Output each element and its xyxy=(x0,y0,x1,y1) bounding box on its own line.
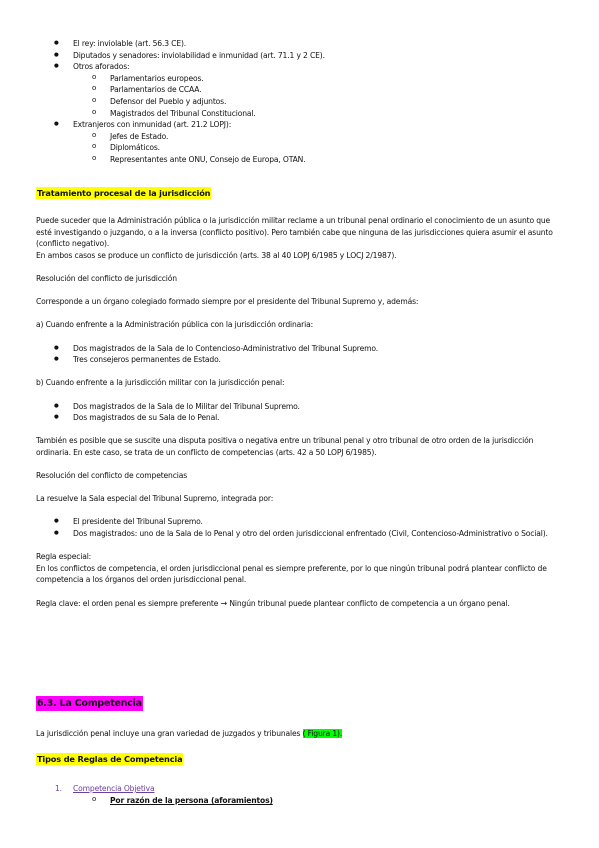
paragraph: b) Cuando enfrente a la jurisdicción militar con la jurisdicción penal: xyxy=(36,378,285,388)
tipos-heading-wrap xyxy=(36,754,183,766)
section-heading: Tratamiento procesal de la jurisdicción xyxy=(37,188,211,198)
extranjeros-sublist xyxy=(0,131,599,166)
list-item: ● Dos magistrados de su Sala de lo Penal. xyxy=(0,412,599,424)
paragraph: En ambos casos se produce un conflicto de jurisdicción (arts. 38 al 40 LOPJ 6/1985 y LOCJ 2/1987). xyxy=(36,250,397,260)
paragraph: En los conflictos de competencia, el orden jurisdiccional penal es siempre preferente, por lo que ningún tribunal podrá plantear conflicto de competencia a los órganos del orden jurisdiccional penal. xyxy=(36,563,547,585)
key-rule-pre: Regla clave: el orden penal es siempre preferente xyxy=(36,598,221,608)
list-item: ● Otros aforados: xyxy=(0,61,599,73)
sublist-item-label: Por razón de la persona (aforamientos) xyxy=(110,795,273,805)
aforados-list xyxy=(0,38,599,73)
paragraph: a) Cuando enfrente a la Administración pública con la jurisdicción ordinaria: xyxy=(36,320,314,330)
otros-aforados-sublist xyxy=(0,73,599,119)
subsection-title: Resolución del conflicto de jurisdicción xyxy=(36,273,177,283)
sublist-item: o Diplomáticos. xyxy=(0,142,599,154)
competencia-heading-wrap xyxy=(36,698,143,710)
key-rule xyxy=(0,598,599,610)
sublist-item xyxy=(0,795,599,807)
tipos-list xyxy=(0,783,599,806)
subsection-title: Resolución del conflicto de competencias xyxy=(36,471,188,481)
caso-a-list xyxy=(0,343,599,366)
paragraph: La jurisdicción penal incluye una gran variedad de juzgados y tribunales xyxy=(36,729,303,738)
list-item: ● Dos magistrados de la Sala de lo Militar del Tribunal Supremo. xyxy=(0,401,599,413)
key-rule-post: Ningún tribunal puede plantear conflicto de competencia a un órgano penal. xyxy=(227,598,510,608)
paragraph: También es posible que se suscite una disputa positiva o negativa entre un tribunal penal y otro tribunal de otro orden de la jurisdicción ordinaria. En este caso, se trata de un conflicto de competencias (arts. 42 a 50 LOPJ 6/1985). xyxy=(36,436,534,457)
sublist-item: o Magistrados del Tribunal Constitucional. xyxy=(0,108,599,120)
section-heading: Tipos de Reglas de Competencia xyxy=(37,754,183,764)
caso-b-list xyxy=(0,401,599,424)
list-item: ● El rey: inviolable (art. 56.3 CE). xyxy=(0,38,599,50)
tratamiento-body xyxy=(0,215,599,609)
paragraph: Corresponde a un órgano colegiado formado siempre por el presidente del Tribunal Supremo y, además: xyxy=(36,297,419,307)
competencia-intro xyxy=(36,728,563,740)
sala-especial-list xyxy=(0,516,599,539)
paragraph: Puede suceder que la Administración pública o la jurisdicción militar reclame a un tribunal penal ordinario el conocimiento de un asunto que esté investigando o juzgando, o a la inversa (conflicto positivo). Pero también cabe que ninguna de las jurisdicciones quiera asumir el asunto (conflicto negativo). xyxy=(36,216,553,249)
sublist-item: o Defensor del Pueblo y adjuntos. xyxy=(0,96,599,108)
rule-title: Regla especial: xyxy=(36,552,92,562)
list-item: ● El presidente del Tribunal Supremo. xyxy=(0,516,599,528)
list-number: 1. xyxy=(55,784,62,793)
sublist-item: o Parlamentarios europeos. xyxy=(0,73,599,85)
list-item: ● Dos magistrados de la Sala de lo Contencioso-Administrativo del Tribunal Supremo. xyxy=(0,343,599,355)
arrow-icon: → xyxy=(220,598,228,608)
tratamiento-heading-wrap xyxy=(36,188,211,200)
sublist-item: o Representantes ante ONU, Consejo de Europa, OTAN. xyxy=(0,154,599,166)
section-heading: 6.3. La Competencia xyxy=(37,698,142,709)
list-item: ● Extranjeros con inmunidad (art. 21.2 LOPJ): xyxy=(0,119,599,131)
list-item: ● Dos magistrados: uno de la Sala de lo Penal y otro del orden jurisdiccional enfrentado (Civil, Contencioso-Administrativo o Social). xyxy=(0,528,599,540)
figure-reference: ( Figura 1). xyxy=(302,729,343,738)
paragraph: La resuelve la Sala especial del Tribunal Supremo, integrada por: xyxy=(36,494,274,504)
extranjeros-list xyxy=(0,119,599,131)
list-item: ● Tres consejeros permanentes de Estado. xyxy=(0,354,599,366)
objetiva-sublist xyxy=(0,795,599,807)
aforados-section xyxy=(0,38,599,166)
competencia-objetiva-link[interactable]: Competencia Objetiva xyxy=(73,784,155,793)
sublist-item: o Parlamentarios de CCAA. xyxy=(0,84,599,96)
list-item: ● Diputados y senadores: inviolabilidad e inmunidad (art. 71.1 y 2 CE). xyxy=(0,50,599,62)
numbered-item xyxy=(0,783,599,795)
sublist-item: o Jefes de Estado. xyxy=(0,131,599,143)
